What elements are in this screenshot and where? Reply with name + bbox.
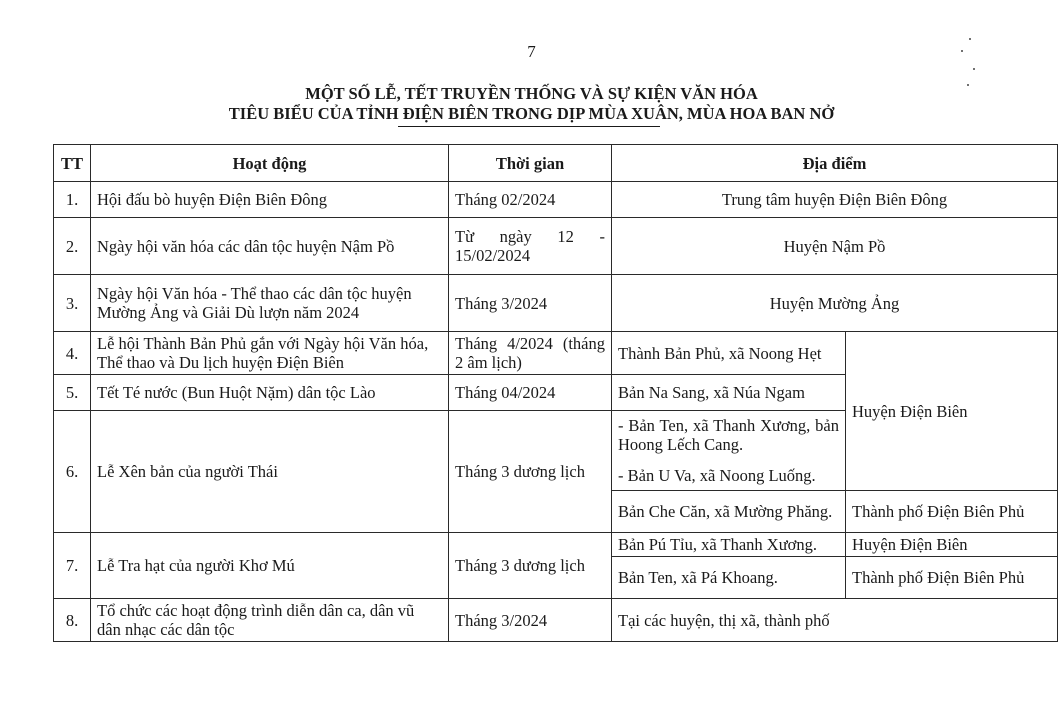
page-number: 7 bbox=[527, 42, 536, 61]
row-location: Tại các huyện, thị xã, thành phố bbox=[612, 599, 1058, 642]
row-time: Tháng 02/2024 bbox=[449, 182, 612, 218]
table-header-row bbox=[54, 145, 1058, 182]
row-activity: Ngày hội văn hóa các dân tộc huyện Nậm Pồ bbox=[91, 218, 449, 275]
row-district: Huyện Điện Biên bbox=[846, 332, 1058, 491]
row-time: Tháng 3 dương lịch bbox=[449, 411, 612, 533]
row-time: Tháng 3 dương lịch bbox=[449, 533, 612, 599]
row-activity: Hội đấu bò huyện Điện Biên Đông bbox=[91, 182, 449, 218]
row-activity: Lễ Tra hạt của người Khơ Mú bbox=[91, 533, 449, 599]
row-location: Bản Pú Tỉu, xã Thanh Xương. bbox=[612, 533, 846, 557]
row-location: Huyện Nậm Pồ bbox=[612, 218, 1058, 275]
row-number: 3. bbox=[54, 275, 91, 332]
row-location: Bản Ten, xã Pá Khoang. bbox=[612, 557, 846, 599]
row-number: 7. bbox=[54, 533, 91, 599]
row-time: Tháng 3/2024 bbox=[449, 275, 612, 332]
row-location bbox=[612, 411, 846, 491]
row-activity: Lễ Xên bản của người Thái bbox=[91, 411, 449, 533]
table-row bbox=[54, 332, 1058, 375]
header-location: Địa điểm bbox=[612, 145, 1058, 182]
row-activity: Ngày hội Văn hóa - Thể thao các dân tộc huyện Mường Ảng và Giải Dù lượn năm 2024 bbox=[91, 275, 449, 332]
row-activity: Lễ hội Thành Bản Phủ gắn với Ngày hội Văn hóa, Thể thao và Du lịch huyện Điện Biên bbox=[91, 332, 449, 375]
header-activity: Hoạt động bbox=[91, 145, 449, 182]
row-number: 5. bbox=[54, 375, 91, 411]
row-district: Huyện Điện Biên bbox=[846, 533, 1058, 557]
row-number: 8. bbox=[54, 599, 91, 642]
location-line: - Bản U Va, xã Noong Luống. bbox=[618, 466, 816, 485]
row-location: Trung tâm huyện Điện Biên Đông bbox=[612, 182, 1058, 218]
row-location: Huyện Mường Ảng bbox=[612, 275, 1058, 332]
title-underline bbox=[398, 126, 660, 127]
row-number: 6. bbox=[54, 411, 91, 533]
row-time: Tháng 04/2024 bbox=[449, 375, 612, 411]
title-line-1: MỘT SỐ LỄ, TẾT TRUYỀN THỐNG VÀ SỰ KIỆN VĂN HÓA bbox=[305, 84, 758, 103]
row-activity: Tổ chức các hoạt động trình diễn dân ca, dân vũ dân nhạc các dân tộc bbox=[91, 599, 449, 642]
row-location: Thành Bản Phủ, xã Noong Hẹt bbox=[612, 332, 846, 375]
row-number: 1. bbox=[54, 182, 91, 218]
header-time: Thời gian bbox=[449, 145, 612, 182]
row-district: Thành phố Điện Biên Phủ bbox=[846, 491, 1058, 533]
row-time: Tháng 4/2024 (tháng 2 âm lịch) bbox=[449, 332, 612, 375]
table-row bbox=[54, 218, 1058, 275]
table-row bbox=[54, 275, 1058, 332]
row-time: Tháng 3/2024 bbox=[449, 599, 612, 642]
location-line: - Bản Ten, xã Thanh Xương, bản Hoong Lếch Cang. bbox=[618, 416, 839, 454]
table-row bbox=[54, 182, 1058, 218]
row-location: Bản Che Căn, xã Mường Phăng. bbox=[612, 491, 846, 533]
document-title bbox=[0, 84, 1063, 124]
table-row bbox=[54, 533, 1058, 557]
header-tt: TT bbox=[54, 145, 91, 182]
row-activity: Tết Té nước (Bun Huột Nặm) dân tộc Lào bbox=[91, 375, 449, 411]
events-table bbox=[53, 144, 1058, 642]
title-line-2: TIÊU BIỂU CỦA TỈNH ĐIỆN BIÊN TRONG DỊP MÙA XUÂN, MÙA HOA BAN NỞ bbox=[228, 104, 835, 123]
row-district: Thành phố Điện Biên Phủ bbox=[846, 557, 1058, 599]
table-row bbox=[54, 599, 1058, 642]
row-number: 2. bbox=[54, 218, 91, 275]
row-time: Từ ngày 12 - 15/02/2024 bbox=[449, 218, 612, 275]
row-number: 4. bbox=[54, 332, 91, 375]
row-location: Bản Na Sang, xã Núa Ngam bbox=[612, 375, 846, 411]
